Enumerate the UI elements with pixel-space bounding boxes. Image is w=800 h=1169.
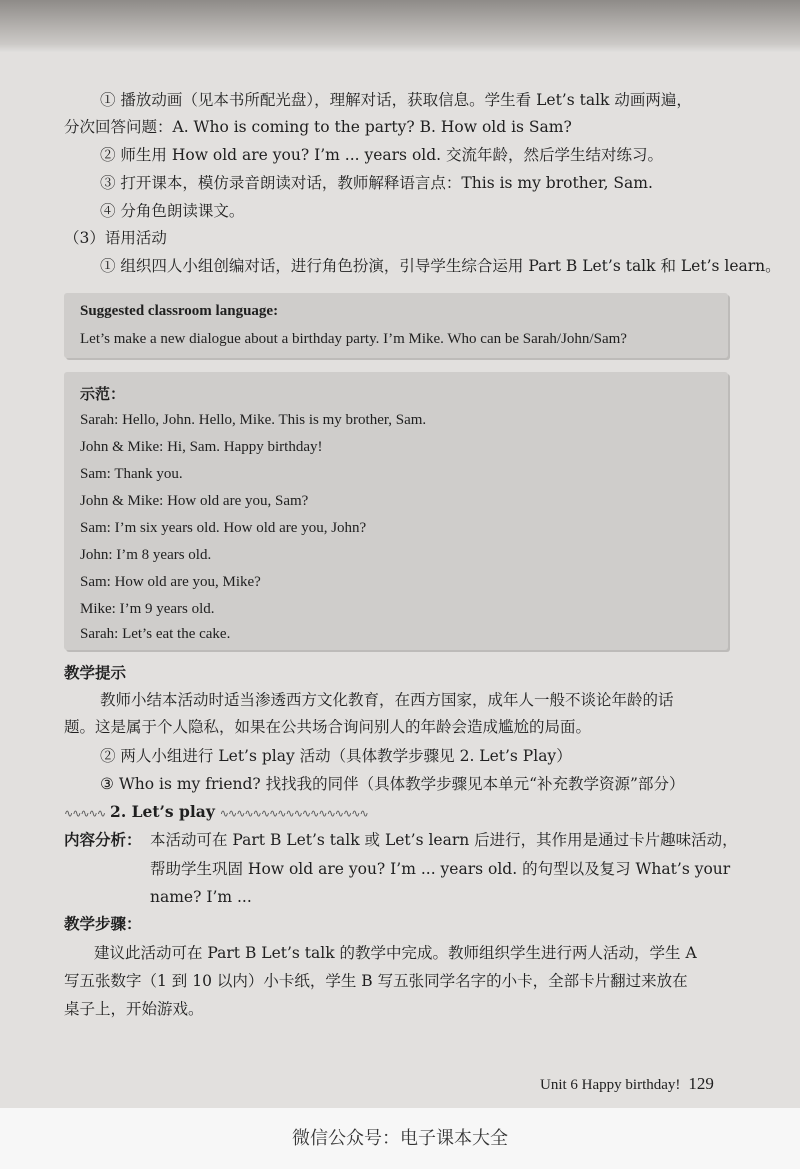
lets-play-heading [64, 802, 368, 824]
step-2: ② 师生用 How old are you? I’m ... years old. 交流年龄，然后学生结对练习。 [100, 146, 664, 164]
wave-ornament: ∿∿∿∿∿∿∿∿∿∿∿∿∿∿∿∿∿∿ [219, 807, 368, 820]
unit-title: Unit 6 Happy birthday! [540, 1077, 681, 1093]
step-1-continued: 分次回答问题：A. Who is coming to the party? B. How old is Sam? [64, 118, 572, 136]
tips-step-2: ② 两人小组进行 Let’s play 活动（具体教学步骤见 2. Let’s Play） [100, 747, 572, 765]
dialogue-line: Mike: I’m 9 years old. [80, 601, 215, 617]
suggested-language-box [64, 293, 728, 358]
subsection-step-1: ① 组织四人小组创编对话，进行角色扮演，引导学生综合运用 Part B Let’s talk 和 Let’s learn。 [100, 257, 781, 275]
wave-ornament: ∿∿∿∿∿ [64, 807, 106, 820]
dialogue-line: Sarah: Let’s eat the cake. [80, 626, 231, 642]
tips-line: 教师小结本活动时适当渗透西方文化教育，在西方国家，成年人一般不谈论年龄的话 [100, 691, 674, 709]
tips-title: 教学提示 [64, 664, 127, 682]
step-4: ④ 分角色朗读课文。 [100, 202, 245, 220]
example-dialogue-box [64, 372, 728, 650]
tips-step-3: ③ Who is my friend? 找找我的同伴（具体教学步骤见本单元“补充教学资源”部分） [100, 775, 685, 793]
dialogue-line: John: I’m 8 years old. [80, 547, 212, 563]
suggested-title: Suggested classroom language: [80, 303, 279, 319]
lets-play-title: 2. Let’s play [110, 802, 215, 821]
steps-line: 建议此活动可在 Part B Let’s talk 的教学中完成。教师组织学生进行两人活动，学生 A [94, 944, 697, 962]
dialogue-line: John & Mike: Hi, Sam. Happy birthday! [80, 439, 323, 455]
step-3: ③ 打开课本，模仿录音朗读对话，教师解释语言点：This is my brother, Sam. [100, 174, 653, 192]
step-1: ① 播放动画（见本书所配光盘），理解对话，获取信息。学生看 Let’s talk 动画两遍， [100, 91, 692, 109]
page-footer [540, 1074, 714, 1094]
analysis-label: 内容分析： [64, 831, 142, 849]
suggested-text: Let’s make a new dialogue about a birthday party. I’m Mike. Who can be Sarah/John/Sam? [80, 331, 627, 347]
watermark-text: 微信公众号：电子课本大全 [292, 1128, 508, 1149]
tips-line: 题。这是属于个人隐私，如果在公共场合询问别人的年龄会造成尴尬的局面。 [64, 718, 592, 736]
analysis-line: 帮助学生巩固 How old are you? I’m ... years old. 的句型以及复习 What’s your [150, 860, 731, 878]
page-top-edge [0, 0, 800, 52]
steps-line: 桌子上，开始游戏。 [64, 1000, 204, 1018]
dialogue-line: Sam: Thank you. [80, 466, 183, 482]
analysis-line: name? I’m ... [150, 888, 252, 906]
steps-title: 教学步骤： [64, 915, 142, 933]
dialogue-line: Sam: How old are you, Mike? [80, 574, 261, 590]
steps-line: 写五张数字（1 到 10 以内）小卡纸，学生 B 写五张同学名字的小卡，全部卡片翻过来放在 [64, 972, 688, 990]
analysis-line: 本活动可在 Part B Let’s talk 或 Let’s learn 后进行，其作用是通过卡片趣味活动， [150, 831, 738, 849]
subsection-title: （3）语用活动 [64, 229, 167, 247]
dialogue-line: Sarah: Hello, John. Hello, Mike. This is my brother, Sam. [80, 412, 427, 428]
dialogue-line: John & Mike: How old are you, Sam? [80, 493, 309, 509]
page-number: 129 [688, 1074, 714, 1093]
dialogue-line: Sam: I’m six years old. How old are you, John? [80, 520, 367, 536]
example-title: 示范： [80, 385, 126, 403]
